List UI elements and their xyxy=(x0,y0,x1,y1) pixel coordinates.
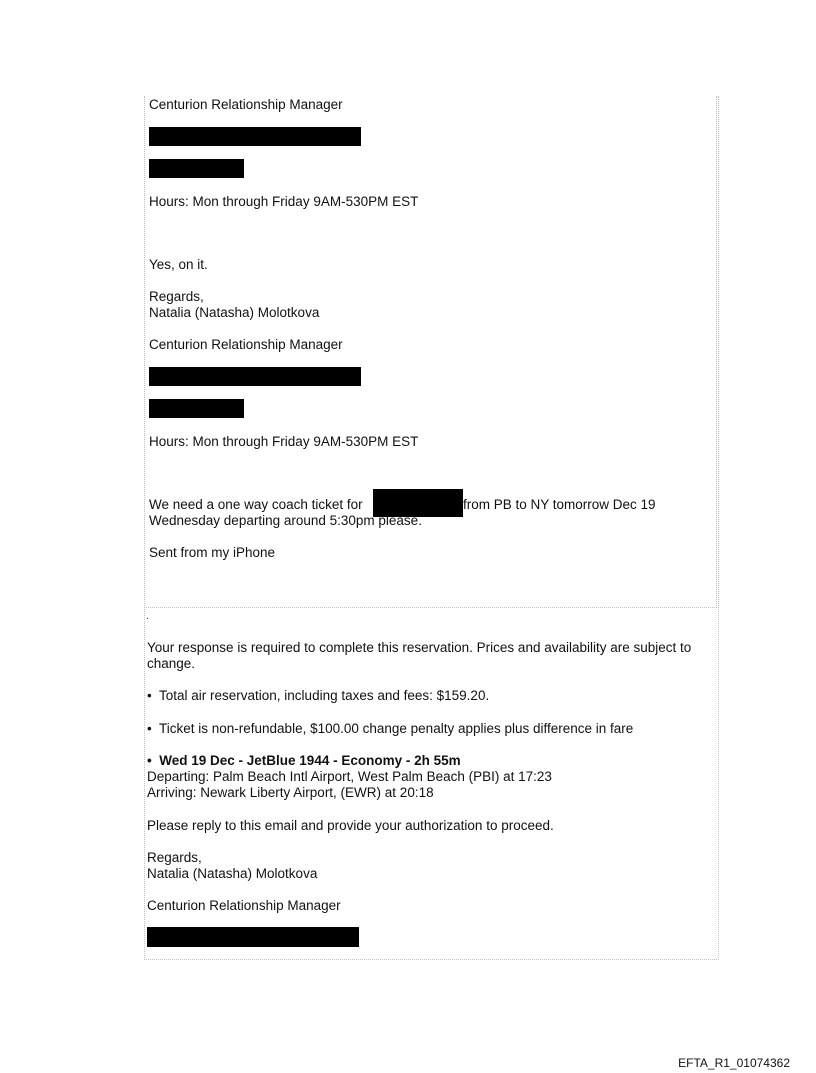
q3-signature: Sent from my iPhone xyxy=(149,545,276,560)
main-title: Centurion Relationship Manager xyxy=(147,898,341,913)
intro-line2: change. xyxy=(147,656,196,671)
main-regards: Regards, xyxy=(147,850,202,865)
separator-dot: . xyxy=(146,611,149,622)
q2-hours: Hours: Mon through Friday 9AM-530PM EST xyxy=(149,434,419,449)
q1-title: Centurion Relationship Manager xyxy=(149,97,343,112)
redaction-block xyxy=(149,399,244,418)
q1-hours: Hours: Mon through Friday 9AM-530PM EST xyxy=(149,194,419,209)
q2-regards: Regards, xyxy=(149,289,204,304)
reply-request: Please reply to this email and provide your authorization to proceed. xyxy=(147,818,554,833)
departing-line: Departing: Palm Beach Intl Airport, West Palm Beach (PBI) at 17:23 xyxy=(147,769,552,784)
redaction-block xyxy=(149,367,361,386)
bullet-ticket xyxy=(147,721,633,737)
redaction-block xyxy=(149,159,244,178)
q3-request-line2: Wednesday departing around 5:30pm please. xyxy=(149,513,422,528)
redaction-block xyxy=(147,927,359,947)
document-id: EFTA_R1_01074362 xyxy=(678,1056,790,1070)
main-name: Natalia (Natasha) Molotkova xyxy=(147,866,318,881)
bullet-icon: • xyxy=(147,721,152,736)
intro-line1: Your response is required to complete this reservation. Prices and availability are subject to xyxy=(147,640,692,655)
flight-header xyxy=(147,753,461,769)
bullet-total xyxy=(147,688,489,704)
bullet-icon: • xyxy=(147,688,152,703)
redaction-block xyxy=(149,127,361,146)
q2-reply: Yes, on it. xyxy=(149,257,208,272)
bullet-total-text: Total air reservation, including taxes and fees: $159.20. xyxy=(159,688,490,703)
bullet-icon: • xyxy=(147,753,152,768)
bullet-ticket-text: Ticket is non-refundable, $100.00 change penalty applies plus difference in fare xyxy=(159,721,634,736)
q2-name: Natalia (Natasha) Molotkova xyxy=(149,305,320,320)
q3-request-part1: We need a one way coach ticket for xyxy=(149,497,363,512)
arriving-line: Arriving: Newark Liberty Airport, (EWR) at 20:18 xyxy=(147,785,434,800)
flight-header-text: Wed 19 Dec - JetBlue 1944 - Economy - 2h 55m xyxy=(159,753,461,768)
q3-request-part2: from PB to NY tomorrow Dec 19 xyxy=(463,497,656,512)
q2-title: Centurion Relationship Manager xyxy=(149,337,343,352)
